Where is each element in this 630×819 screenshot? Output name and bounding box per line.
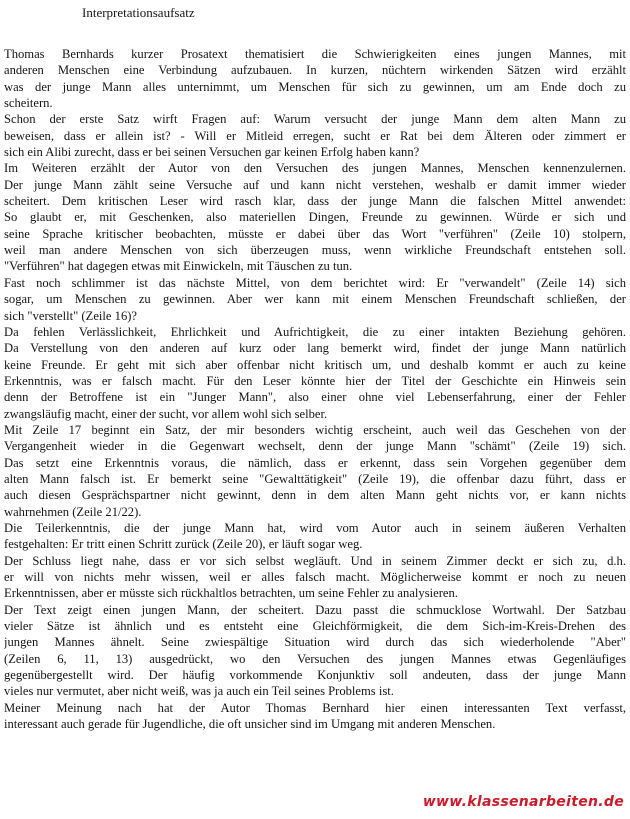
- text-line: sich "verstellt" (Zeile 16)?: [4, 308, 138, 323]
- text-line: sogar, um Menschen zu gewinnen. Aber wer kann mit einem Menschen Freundschaft schließen, der: [4, 292, 626, 307]
- text-line: Erkenntnissen, aber er müsste sich rückhaltlos betrachten, um seine Fehler zu analysieren.: [4, 586, 458, 601]
- text-line: "Verführen" hat dagegen etwas mit Einwickeln, mit Täuschen zu tun.: [4, 259, 353, 274]
- text-line: anderen Menschen eine Verbindung aufzubauen. In kurzen, nüchtern wirkenden Sätzen wird erzählt: [4, 63, 626, 78]
- text-line: Mit Zeile 17 beginnt ein Satz, der mir besonders wichtig erscheint, auch weil das Geschehen von der: [4, 422, 626, 437]
- text-line: Der Schluss liegt nahe, dass er vor sich selbst wegläuft. Und in seinem Zimmer deckt er sich zu, d.h.: [4, 553, 626, 568]
- text-line: scheitern.: [4, 96, 53, 111]
- document-title: Interpretationsaufsatz: [82, 5, 195, 20]
- text-line: er will von nichts mehr wissen, weil er alles falsch macht. Möglicherweise kommt er noch zu neuen: [4, 570, 626, 584]
- website-watermark[interactable]: www.klassenarbeiten.de: [422, 794, 624, 810]
- text-line: weil man andere Menschen von sich überzeugen muss, wenn wirkliche Freundschaft entstehen soll.: [4, 243, 626, 258]
- text-line: Fast noch schlimmer ist das nächste Mittel, von dem berichtet wird: Er "verwandelt" (Zeile 14) sich: [4, 275, 626, 290]
- text-line: alten Mann falsch ist. Er bemerkt seine "Gewalttätigkeit" (Zeile 19), die offenbar dazu führt, dass er: [4, 471, 626, 486]
- text-line: Das setzt eine Erkenntnis voraus, die nämlich, dass er erkennt, dass sein Vorgehen gegenüber dem: [4, 455, 626, 470]
- text-line: Erkenntnis, was er falsch macht. Für den Leser könnte hier der Titel der Geschichte ein Hinweis sein: [4, 373, 626, 388]
- text-line: was der junge Mann alles unternimmt, um Menschen für sich zu gewinnen, um am Ende doch zu: [4, 79, 626, 94]
- text-line: zwangsläufig macht, einer der sucht, vor allem wohl sich selber.: [4, 406, 328, 421]
- text-line: gegenübergestellt wird. Der häufig vorkommende Konjunktiv soll andeuten, dass der junge Mann: [4, 668, 626, 683]
- text-line: jungen Mannes ähnelt. Seine zwiespältige Situation wird durch das sich wiederholende "Aber": [4, 635, 626, 650]
- text-line: Der Text zeigt einen jungen Mann, der scheitert. Dazu passt die schmucklose Wortwahl. Der Satzbau: [4, 602, 626, 617]
- text-line: Meiner Meinung nach hat der Autor Thomas Bernhard hier einen interessanten Text verfasst,: [4, 700, 626, 715]
- text-line: Der junge Mann zählt seine Versuche auf und kann nicht verstehen, weshalb er damit immer wieder: [4, 177, 626, 192]
- text-line: So glaubt er, mit Geschenken, also materiellen Dingen, Freunde zu gewinnen. Würde er sich und: [4, 210, 626, 225]
- text-line: Thomas Bernhards kurzer Prosatext thematisiert die Schwierigkeiten eines jungen Mannes, mit: [4, 47, 626, 61]
- text-line: Da Verstellung von den anderen auf kurz oder lang bemerkt wird, findet der junge Mann natürlich: [4, 341, 626, 356]
- text-line: interessant auch gerade für Jugendliche, die oft unsicher sind im Umgang mit anderen Menschen.: [4, 717, 496, 732]
- text-line: sich ein Alibi zurecht, dass er bei seinen Versuchen gar keinen Erfolg haben kann?: [4, 145, 420, 160]
- text-line: beweisen, dass er allein ist? - Will er Mitleid erregen, sucht er Rat bei dem Älteren oder zimmert er: [4, 128, 626, 143]
- text-line: auch diesen Gesprächspartner nicht gewinnt, denn in dem alten Mann geht nichts vor, er kann nichts: [4, 488, 626, 503]
- text-line: Schon der erste Satz wirft Fragen auf: Warum versucht der junge Mann dem alten Mann zu: [4, 112, 626, 127]
- text-line: festgehalten: Er tritt einen Schritt zurück (Zeile 20), er läuft sogar weg.: [4, 537, 363, 552]
- text-line: scheitert. Dem kritischen Leser wird rasch klar, dass der junge Mann die falschen Mittel anwendet:: [4, 194, 626, 209]
- text-line: Im Weiteren erzählt der Autor von den Versuchen des jungen Mannes, Menschen kennenzulernen.: [4, 161, 626, 176]
- text-line: vieles nur vermutet, aber nicht weiß, was ja auch ein Teil seines Problems ist.: [4, 684, 394, 699]
- text-line: seine Sprache kritischer beobachten, müsste er dabei über das Wort "verführen" (Zeile 10) stolpern,: [4, 226, 626, 241]
- text-line: Die Teilerkenntnis, die der junge Mann hat, wird vom Autor auch in seinem äußeren Verhalten: [4, 520, 626, 535]
- text-line: Da fehlen Verlässlichkeit, Ehrlichkeit und Aufrichtigkeit, die zu einer intakten Beziehung gehören.: [4, 324, 626, 339]
- text-line: keine Freunde. Er geht mit sich aber offenbar nicht kritisch um, und deshalb kommt er auch zu keine: [4, 357, 626, 372]
- text-line: vieler Sätze ist ähnlich und es entsteht eine Gleichförmigkeit, die dem Sich-im-Kreis-Drehen des: [4, 619, 626, 634]
- text-line: wahrnehmen (Zeile 21/22).: [4, 504, 142, 519]
- text-line: Vergangenheit wieder in die Gegenwart wechselt, denn der junge Mann "schämt" (Zeile 19) sich.: [4, 439, 626, 454]
- text-line: denn der Betroffene ist ein "Junger Mann", also einer ohne viel Lebenserfahrung, einer der Fehler: [4, 390, 626, 405]
- essay-body: [4, 46, 626, 732]
- text-line: (Zeilen 6, 11, 13) ausgedrückt, wo den Versuchen des jungen Mannes etwas Gegenläufiges: [4, 651, 626, 666]
